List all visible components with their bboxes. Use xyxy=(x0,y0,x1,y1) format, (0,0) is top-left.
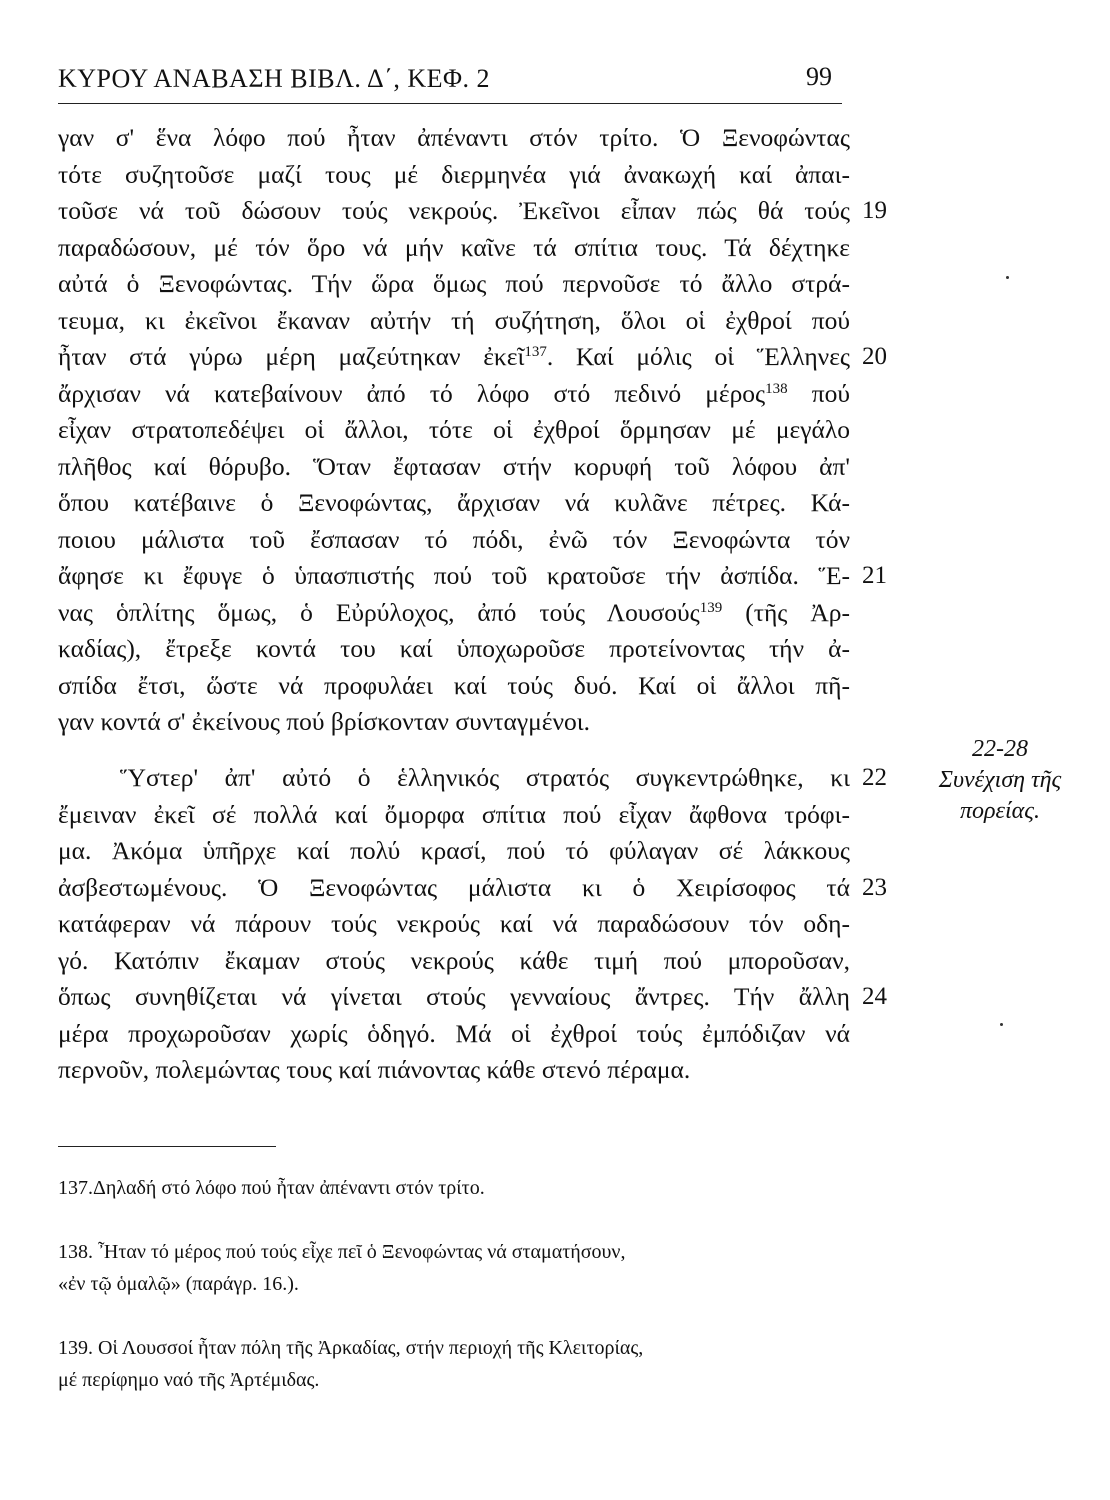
header-rule xyxy=(58,103,842,104)
footnote-text: 138. Ἦταν τό μέρος πού τούς εἶχε πεῖ ὁ Ξενοφώντας νά σταματήσουν, xyxy=(58,1241,626,1263)
text-line: γαν κοντά σ' ἐκείνους πού βρίσκονταν συνταγμένοι. xyxy=(58,707,590,736)
footnote-text: 139. Οἱ Λουσσοί ἦταν πόλη τῆς Ἀρκαδίας, στήν περιοχή τῆς Κλειτορίας, xyxy=(58,1337,644,1359)
text-line: ὅπως συνηθίζεται νά γίνεται στούς γενναίους ἄντρες. Τήν ἄλλη xyxy=(58,982,850,1011)
footnote-rule xyxy=(58,1146,276,1147)
print-speck xyxy=(1000,1023,1003,1026)
side-note-range: 22-28 xyxy=(972,736,1028,762)
text-line xyxy=(58,595,850,632)
section-number: 19 xyxy=(862,197,887,224)
text-line: παραδώσουν, μέ τόν ὅρο νά μήν καῖνε τά σπίτια τους. Τά δέχτηκε xyxy=(58,232,850,262)
text-line: γαν σ' ἕνα λόφο πού ἦταν ἀπέναντι στόν τρίτο. Ὁ Ξενοφώντας xyxy=(58,123,850,152)
side-note-title: Συνέχιση τῆς xyxy=(938,767,1062,793)
text-segment: (τῆς Ἀρ- xyxy=(722,597,850,627)
side-note xyxy=(910,734,1090,827)
text-segment: νας ὁπλίτης ὅμως, ὁ Εὐρύλοχος, ἀπό τούς Λουσούς xyxy=(58,597,700,627)
section-number: 23 xyxy=(862,874,887,901)
footnote-137 xyxy=(58,1172,898,1204)
text-line xyxy=(58,376,850,413)
paragraph-1 xyxy=(58,120,850,741)
text-line: ἀσβεστωμένους. Ὁ Ξενοφώντας μάλιστα κι ὁ Χειρίσοφος τά xyxy=(58,872,850,902)
text-line: περνοῦν, πολεμώντας τους καί πιάνοντας κάθε στενό πέραμα. xyxy=(58,1055,691,1084)
text-line: ὅπου κατέβαινε ὁ Ξενοφώντας, ἄρχισαν νά κυλᾶνε πέτρες. Κά- xyxy=(58,488,850,517)
text-line: αὐτά ὁ Ξενοφώντας. Τήν ὥρα ὅμως πού περνοῦσε τό ἄλλο στρά- xyxy=(58,269,850,298)
text-line: μέρα προχωροῦσαν χωρίς ὁδηγό. Μά οἱ ἐχθροί τούς ἐμπόδιζαν νά xyxy=(58,1018,850,1048)
text-line: τοῦσε νά τοῦ δώσουν τούς νεκρούς. Ἐκεῖνοι εἶπαν πώς θά τούς xyxy=(58,196,850,225)
text-line: καδίας), ἔτρεξε κοντά του καί ὑποχωροῦσε προτείνοντας τήν ἀ- xyxy=(58,634,850,663)
section-number: 20 xyxy=(862,343,887,370)
text-line: τότε συζητοῦσε μαζί τους μέ διερμηνέα γιά ἀνακωχή καί ἀπαι- xyxy=(58,159,850,189)
footnote-ref-139[interactable]: 139 xyxy=(699,599,723,616)
text-line: τευμα, κι ἐκεῖνοι ἔκαναν αὐτήν τή συζήτηση, ὅλοι οἱ ἐχθροί πού xyxy=(58,305,850,335)
footnote-text: 137.Δηλαδή στό λόφο πού ἦταν ἀπέναντι στόν τρίτο. xyxy=(58,1177,485,1199)
text-segment: . Καί μόλις οἱ Ἕλληνες xyxy=(546,342,850,371)
side-note-title: πορείας. xyxy=(959,798,1040,824)
footnote-ref-138[interactable]: 138 xyxy=(765,380,788,397)
footnote-ref-137[interactable]: 137 xyxy=(524,344,547,360)
text-line: ἄφησε κι ἔφυγε ὁ ὑπασπιστής πού τοῦ κρατοῦσε τήν ἀσπίδα. Ἕ- xyxy=(58,561,850,590)
text-line: ἔμειναν ἐκεῖ σέ πολλά καί ὄμορφα σπίτια πού εἶχαν ἄφθονα τρόφι- xyxy=(58,799,850,829)
section-number: 22 xyxy=(862,764,887,791)
text-line xyxy=(58,339,850,376)
running-title: ΚΥΡΟΥ ΑΝΑΒΑΣΗ ΒΙΒΛ. Δ΄, ΚΕΦ. 2 xyxy=(58,64,491,93)
footnote-138 xyxy=(58,1236,898,1300)
running-header xyxy=(58,62,842,102)
footnote-text: «ἐν τῷ ὁμαλῷ» (παράγρ. 16.). xyxy=(58,1273,299,1295)
text-segment: ἦταν στά γύρω μέρη μαζεύτηκαν ἐκεῖ xyxy=(58,342,525,371)
text-line: Ὕστερ' ἀπ' αὐτό ὁ ἑλληνικός στρατός συγκεντρώθηκε, κι xyxy=(120,763,850,792)
text-segment: πού xyxy=(787,378,851,408)
text-segment: ἄρχισαν νά κατεβαίνουν ἀπό τό λόφο στό πεδινό μέρος xyxy=(58,378,766,408)
section-number: 21 xyxy=(862,562,887,589)
text-line: κατάφεραν νά πάρουν τούς νεκρούς καί νά παραδώσουν τόν οδη- xyxy=(58,909,850,938)
text-line: εἶχαν στρατοπεδέψει οἱ ἄλλοι, τότε οἱ ἐχθροί ὅρμησαν μέ μεγάλο xyxy=(58,415,850,444)
section-number: 24 xyxy=(862,983,887,1010)
paragraph-2 xyxy=(58,760,850,1089)
text-line: πλῆθος καί θόρυβο. Ὅταν ἔφτασαν στήν κορυφή τοῦ λόφου ἀπ' xyxy=(58,451,850,481)
print-speck xyxy=(1006,276,1009,279)
text-line: σπίδα ἔτσι, ὥστε νά προφυλάει καί τούς δυό. Καί οἱ ἄλλοι πῆ- xyxy=(58,670,850,700)
page-number: 99 xyxy=(806,62,832,91)
text-line: γό. Κατόπιν ἔκαμαν στούς νεκρούς κάθε τιμή πού μποροῦσαν, xyxy=(58,945,850,975)
text-line: μα. Ἀκόμα ὑπῆρχε καί πολύ κρασί, πού τό φύλαγαν σέ λάκκους xyxy=(58,836,850,865)
footnote-text: μέ περίφημο ναό τῆς Ἀρτέμιδας. xyxy=(58,1369,320,1391)
text-line: ποιου μάλιστα τοῦ ἔσπασαν τό πόδι, ἐνῶ τόν Ξενοφώντα τόν xyxy=(58,524,850,554)
footnote-139 xyxy=(58,1332,898,1396)
